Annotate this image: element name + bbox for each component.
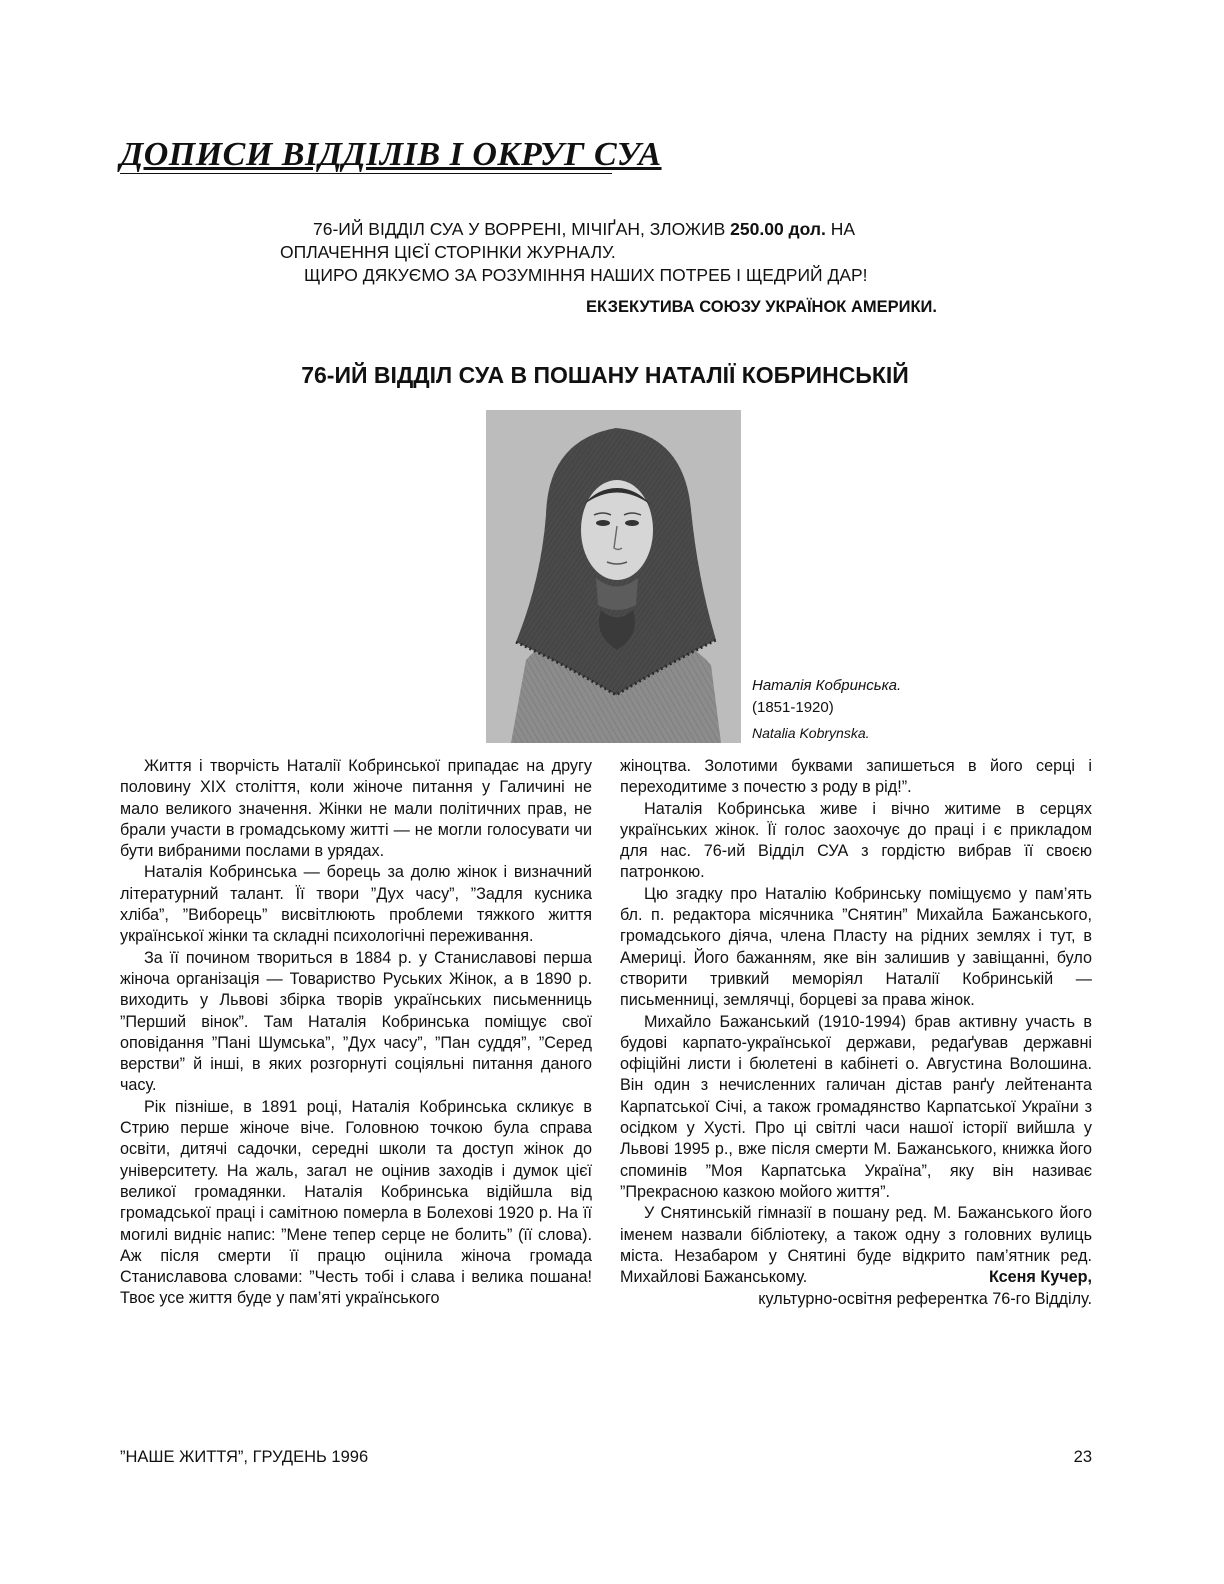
article-paragraph: Життя і творчість Наталії Кобринської припадає на другу половину XIX століття, коли жіноче питання у Галичині не мало великого значення. Жінки не мали політичних прав, не брали участи в громадському житті — не могли голосувати чи бути вибраними послами в урядах. [120, 757, 592, 861]
page-number: 23 [1073, 1448, 1092, 1466]
notice-line-1 [280, 218, 960, 241]
article-title: 76-ИЙ ВІДДІЛ СУА В ПОШАНУ НАТАЛІЇ КОБРИНСЬКІЙ [301, 362, 909, 388]
notice-line-2: ОПЛАЧЕННЯ ЦІЄЇ СТОРІНКИ ЖУРНАЛУ. [280, 242, 616, 262]
heading-underline-rule [120, 173, 612, 174]
caption-years: (1851-1920) [752, 699, 834, 716]
article-left-column [120, 756, 592, 1310]
donation-notice [280, 218, 960, 287]
article-paragraph: Рік пізніше, в 1891 році, Наталія Кобринська скликує в Стрию перше жіноче віче. Головною точкою була справа освіти, дитячі садочки, середні школи та доступ жінок до університету. На жаль, загал не оцінив заходів і думок цієї великої громадянки. Наталія Кобринська відійшла від громадської праці і самітною померла в Болехові 1920 р. На її могилі видніє напис: ”Мене тепер серце не болить” (її слова). Аж після смерти її працю оцінила жіноча громада Станиславова словами: ”Честь тобі і слава і велика пошана! Твоє усе життя буде у пам’яті українського [120, 1097, 592, 1308]
author-name: Ксеня Кучер, [988, 1268, 1092, 1287]
article-paragraph-continuation: жіноцтва. Золотими буквами запишеться в його серці і переходитиме з почестю з роду в рід!”. [620, 757, 1092, 797]
article-paragraph: У Снятинській гімназії в пошану ред. М. Бажанського його іменем назвали бібліотеку, а також одну з головних вулиць міста. Незабаром у Снятині буде відкрито пам’ятник ред. Михайлові Бажанському. [620, 1204, 1092, 1287]
donation-amount: 250.00 дол. [730, 219, 826, 239]
article-paragraph: Михайло Бажанський (1910-1994) брав активну участь в будові карпато-української держави, редаґував державні офіційні листи і бюлетені в кабінеті о. Августина Волошина. Він один з нечисленних галичан дістав ранґу лейтенанта Карпатської Січі, а також громадянство Карпатської України з осідком у Хусті. Про ці світлі часи нашої історії вийшла у Львові 1995 р., вже після смерти М. Бажанського, книжка його споминів ”Моя Карпатська Україна”, яку він називає ”Прекрасною казкою мойого життя”. [620, 1012, 1092, 1201]
article-paragraph: За її почином твориться в 1884 р. у Станиславові перша жіноча організація — Товариство Руських Жінок, а в 1890 р. виходить у Львові збірка творів українських письменниць ”Перший вінок”. Там Наталія Кобринська поміщує свої оповідання ”Пані Шумська”, ”Дух часу”, ”Пан суддя”, ”Серед верстви” й інші, в яких розгорнуті соціяльні питання даного часу. [120, 948, 592, 1095]
author-role: культурно-освітня референтка 76-го Відділу. [758, 1289, 1092, 1308]
notice-signoff: ЕКЗЕКУТИВА СОЮЗУ УКРАЇНОК АМЕРИКИ. [585, 298, 937, 316]
section-heading: ДОПИСИ ВІДДІЛІВ І ОКРУГ СУА [120, 136, 662, 173]
portrait-image [486, 410, 741, 743]
portrait-drawing [486, 410, 741, 743]
article-paragraph: Наталія Кобринська — борець за долю жінок і визначний літературний талант. Її твори ”Дух часу”, ”Задля кусника хліба”, ”Виборець” висвітлюють проблеми тяжкого життя української жінки та складні психологічні переживання. [120, 863, 592, 946]
footer-publication: ”НАШЕ ЖИТТЯ”, ГРУДЕНЬ 1996 [120, 1448, 369, 1466]
article-paragraph: Наталія Кобринська живе і вічно житиме в серцях українських жінок. Її голос заохочує до праці і є прикладом для нас. 76-ий Відділ СУА з гордістю вибрав її своєю патронкою. [620, 799, 1092, 882]
caption-name-english: Natalia Kobrynska. [752, 725, 870, 741]
notice-line-1-start: 76-ИЙ ВІДДІЛ СУА У ВОРРЕНІ, МІЧІҐАН, ЗЛОЖИВ [313, 219, 726, 239]
caption-name-ukrainian: Наталія Кобринська. [752, 677, 902, 694]
notice-line-1-end: НА [830, 219, 856, 239]
article-right-column [620, 756, 1092, 1310]
notice-line-3: ЩИРО ДЯКУЄМО ЗА РОЗУМІННЯ НАШИХ ПОТРЕБ І ЩЕДРИЙ ДАР! [304, 265, 868, 285]
portrait-caption [752, 675, 901, 744]
article-paragraph: Цю згадку про Наталію Кобринську поміщуємо у пам’ять бл. п. редактора місячника ”Снятин” Михайла Бажанського, громадського діяча, члена Пласту на рідних землях і тут, в Америці. Його бажанням, яке він залишив у завіщанні, було створити тривкий меморіял Наталії Кобринській — письменниці, землячці, борцеві за права жінок. [620, 884, 1092, 1010]
